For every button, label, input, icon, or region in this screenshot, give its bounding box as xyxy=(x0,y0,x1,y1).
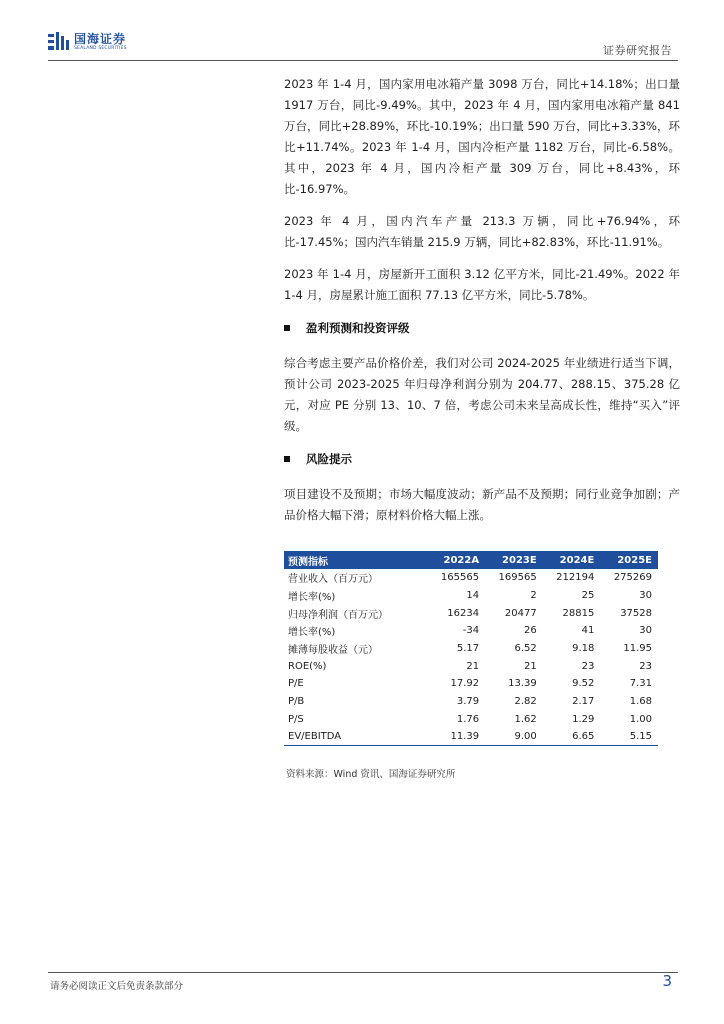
table-cell: 20477 xyxy=(504,607,537,619)
section-title: 风险提示 xyxy=(306,452,352,466)
paragraph-autos: 2023 年 4 月，国内汽车产量 213.3 万辆，同比+76.94%，环比-17.45%；国内汽车销量 215.9 万辆，同比+82.83%，环比-11.91%。 xyxy=(284,214,680,249)
table-cell: 21 xyxy=(523,660,537,672)
table-cell: 9.18 xyxy=(572,643,595,655)
footer-divider xyxy=(48,972,678,973)
section-heading-risk xyxy=(284,448,680,470)
table-cell: 169565 xyxy=(498,572,537,584)
table-cell: 5.15 xyxy=(600,728,658,746)
table-cell: 1.76 xyxy=(456,713,480,725)
table-cell: 165565 xyxy=(440,572,480,584)
table-header-cell: 2025E xyxy=(600,551,658,569)
table-cell: 26 xyxy=(523,625,537,637)
table-cell: 摊薄每股收益（元） xyxy=(288,645,378,657)
table-cell: 7.31 xyxy=(629,678,652,690)
table-cell: P/B xyxy=(288,696,305,708)
table-header-cell: 预测指标 xyxy=(284,551,427,569)
table-row xyxy=(284,622,658,640)
table-cell: 16234 xyxy=(447,607,480,619)
table-cell: P/E xyxy=(288,678,304,690)
paragraph-housing: 2023 年 1-4 月，房屋新开工面积 3.12 亿平方米，同比-21.49%。2022 年 1-4 月，房屋累计施工面积 77.13 亿平方米，同比-5.78%。 xyxy=(284,267,680,302)
table-row xyxy=(284,728,658,746)
table-row xyxy=(284,693,658,711)
table-cell: 1.68 xyxy=(629,696,652,708)
table-header-cell: 2022A xyxy=(427,551,485,569)
table-cell: 21 xyxy=(466,660,480,672)
table-row xyxy=(284,711,658,729)
table-cell: 23 xyxy=(639,660,652,672)
table-cell: 1.00 xyxy=(629,713,652,725)
table-cell: 37528 xyxy=(620,607,652,619)
table-cell: 17.92 xyxy=(450,678,480,690)
table-cell: 14 xyxy=(466,590,480,602)
logo-name-en: SEALAND SECURITIES xyxy=(74,45,127,51)
report-type-label: 证券研究报告 xyxy=(603,44,672,57)
footer-disclaimer: 请务必阅读正文后免责条款部分 xyxy=(50,981,184,992)
table-cell: 6.65 xyxy=(543,728,601,746)
table-cell: 9.00 xyxy=(485,728,543,746)
table-cell: 13.39 xyxy=(508,678,537,690)
table-cell: 2.17 xyxy=(572,696,595,708)
section-heading-forecast xyxy=(284,317,680,339)
section-title: 盈利预测和投资评级 xyxy=(306,321,410,335)
paragraph-appliances: 2023 年 1-4 月，国内家用电冰箱产量 3098 万台，同比+14.18%；出口量 1917 万台，同比-9.49%。其中，2023 年 4 月，国内家用电冰箱产量 841 万台，同比+28.89%，环比-10.19%；出口量 590 万台，同比+3.33%，环比+11.74%。2023 年 1-4 月，国内冷柜产量 1182 万台，同比-6.58%。其中，2023 年 4 月，国内冷柜产量 309 万台，同比+8.43%，环比-16.97%。 xyxy=(284,77,680,196)
table-cell: 212194 xyxy=(556,572,595,584)
table-source-note: 资料来源：Wind 资讯、国海证券研究所 xyxy=(286,769,456,780)
table-cell: 5.17 xyxy=(456,643,480,655)
table-cell: ROE(%) xyxy=(288,660,327,672)
table-cell: 275269 xyxy=(613,572,652,584)
table-cell: 增长率(%) xyxy=(288,592,336,604)
table-header-cell: 2023E xyxy=(485,551,543,569)
table-cell: 1.62 xyxy=(514,713,537,725)
table-row xyxy=(284,604,658,622)
table-cell: 11.39 xyxy=(427,728,485,746)
table-row xyxy=(284,587,658,605)
table-cell: 6.52 xyxy=(514,643,537,655)
table-row xyxy=(284,569,658,587)
table-cell: -34 xyxy=(462,625,480,637)
table-header-row xyxy=(284,551,658,569)
page-number: 3 xyxy=(662,972,672,990)
square-bullet-icon xyxy=(284,456,290,462)
table-header-cell: 2024E xyxy=(543,551,601,569)
table-cell: 23 xyxy=(581,660,595,672)
logo-mark-icon xyxy=(48,32,70,52)
page-header xyxy=(48,30,676,58)
table-row xyxy=(284,657,658,675)
header-divider xyxy=(48,60,678,61)
paragraph-forecast: 综合考虑主要产品价格价差，我们对公司 2024-2025 年业绩进行适当下调，预计公司 2023-2025 年归母净利润分别为 204.77、288.15、375.28 亿元，对应 PE 分别 13、10、7 倍，考虑公司未来呈高成长性，维持“买入”评级。 xyxy=(284,356,680,433)
paragraph-risk: 项目建设不及预期；市场大幅度波动；新产品不及预期；同行业竞争加剧；产品价格大幅下滑；原材料价格大幅上涨。 xyxy=(284,487,680,522)
table-cell: 41 xyxy=(581,625,595,637)
square-bullet-icon xyxy=(284,325,290,331)
table-cell: 25 xyxy=(581,590,595,602)
table-cell: 30 xyxy=(639,625,652,637)
table-cell: 营业收入（百万元） xyxy=(288,574,378,586)
main-content xyxy=(284,74,680,537)
table-cell: 3.79 xyxy=(456,696,480,708)
forecast-table xyxy=(284,551,658,746)
table-row xyxy=(284,640,658,658)
table-cell: 2 xyxy=(530,590,537,602)
table-cell: P/S xyxy=(288,713,304,725)
table-cell: 增长率(%) xyxy=(288,627,336,639)
company-logo xyxy=(48,32,127,52)
table-cell: 11.95 xyxy=(623,643,652,655)
table-cell: 9.52 xyxy=(572,678,595,690)
table-row xyxy=(284,675,658,693)
table-cell: 30 xyxy=(639,590,652,602)
table-cell: 2.82 xyxy=(514,696,537,708)
table-cell: 28815 xyxy=(562,607,595,619)
logo-name-cn: 国海证券 xyxy=(74,31,127,46)
table-cell: EV/EBITDA xyxy=(284,728,427,746)
table-cell: 1.29 xyxy=(572,713,595,725)
table-cell: 归母净利润（百万元） xyxy=(288,609,388,621)
